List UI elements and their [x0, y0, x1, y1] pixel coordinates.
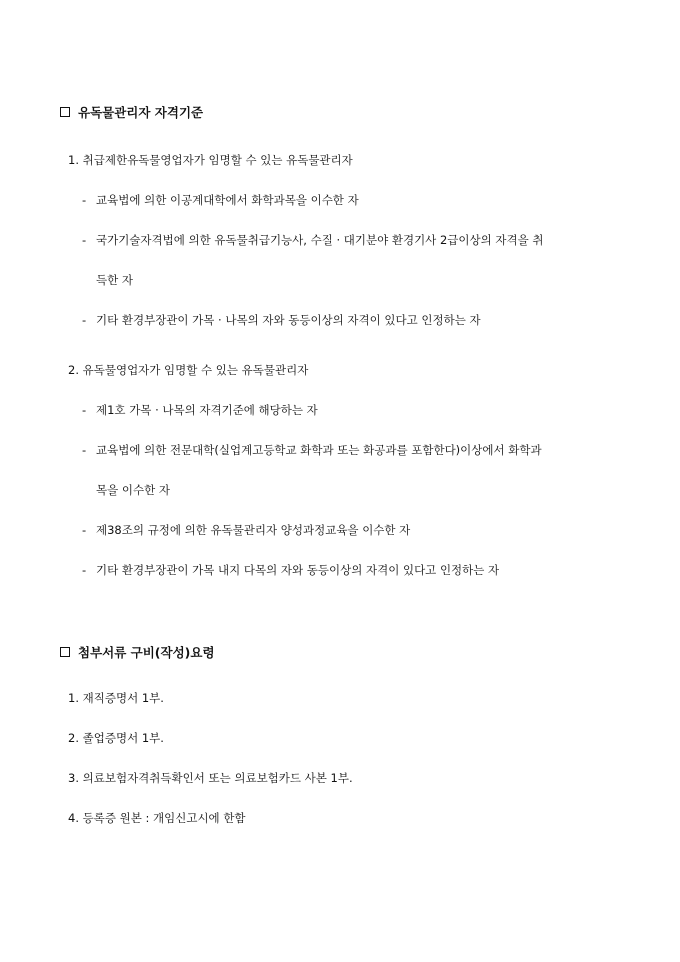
section-1-heading [60, 103, 203, 121]
dash-marker: - [82, 403, 87, 417]
item-2-bullet-d [82, 563, 499, 577]
item-2-bullet-b [82, 443, 542, 457]
attachment-item-4: 4. 등록증 원본 : 개임신고시에 한함 [68, 811, 246, 825]
dash-marker: - [82, 233, 87, 247]
section-1-title: 유독물관리자 자격기준 [78, 105, 204, 120]
dash-marker: - [82, 193, 87, 207]
dash-marker: - [82, 563, 87, 577]
bullet-text: 제1호 가목 · 나목의 자격기준에 해당하는 자 [96, 403, 318, 417]
attachment-item-1: 1. 재직증명서 1부. [68, 691, 164, 705]
attachment-item-3: 3. 의료보험자격취득확인서 또는 의료보험카드 사본 1부. [68, 771, 353, 785]
bullet-text: 기타 환경부장관이 가목 · 나목의 자와 동등이상의 자격이 있다고 인정하는 자 [96, 313, 481, 327]
item-2-heading: 2. 유독물영업자가 임명할 수 있는 유독물관리자 [68, 363, 309, 377]
dash-marker: - [82, 313, 87, 327]
section-2-title: 첨부서류 구비(작성)요령 [78, 645, 215, 660]
item-1-bullet-b [82, 233, 543, 247]
bullet-text: 교육법에 의한 전문대학(실업계고등학교 화학과 또는 화공과를 포함한다)이상에서 화학과 [96, 443, 542, 457]
item-2-bullet-a [82, 403, 318, 417]
dash-marker: - [82, 523, 87, 537]
dash-marker: - [82, 443, 87, 457]
item-1-heading: 1. 취급제한유독물영업자가 임명할 수 있는 유독물관리자 [68, 153, 353, 167]
bullet-text: 국가기술자격법에 의한 유독물취급기능사, 수질 · 대기분야 환경기사 2급이상의 자격을 취 [96, 233, 544, 247]
checkbox-square-icon [60, 107, 70, 117]
checkbox-square-icon [60, 647, 70, 657]
bullet-text: 제38조의 규정에 의한 유독물관리자 양성과정교육을 이수한 자 [96, 523, 411, 537]
item-2-bullet-b-continued: 목을 이수한 자 [96, 483, 170, 497]
item-1-bullet-a [82, 193, 359, 207]
bullet-text: 교육법에 의한 이공계대학에서 화학과목을 이수한 자 [96, 193, 359, 207]
section-2-heading [60, 643, 215, 661]
bullet-text: 기타 환경부장관이 가목 내지 다목의 자와 동등이상의 자격이 있다고 인정하는 자 [96, 563, 500, 577]
item-2-bullet-c [82, 523, 410, 537]
attachment-item-2: 2. 졸업증명서 1부. [68, 731, 164, 745]
item-1-bullet-c [82, 313, 481, 327]
item-1-bullet-b-continued: 득한 자 [96, 273, 133, 287]
